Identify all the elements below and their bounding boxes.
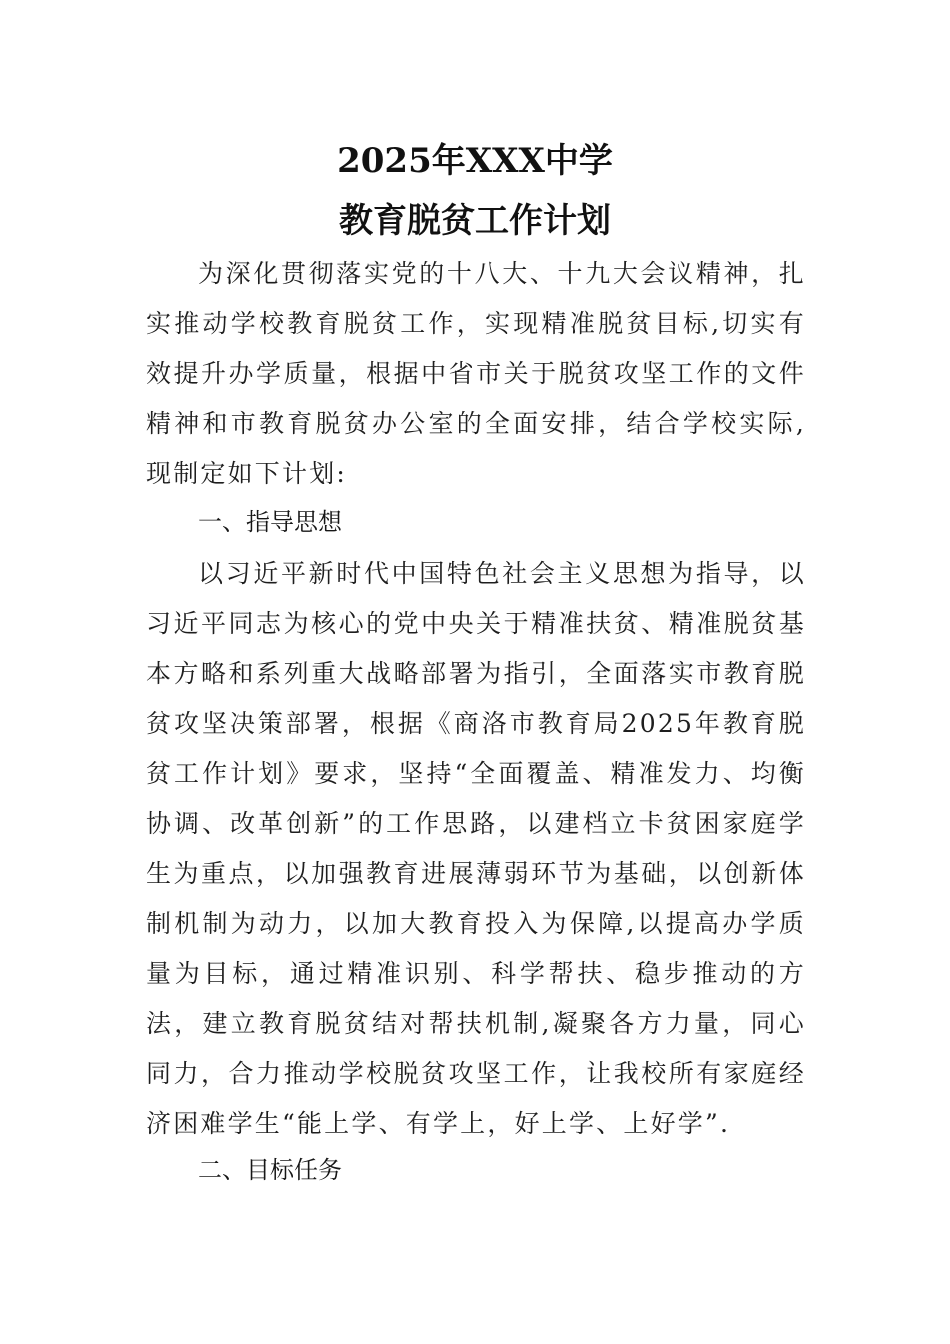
section-heading-goals-tasks: 二、目标任务 xyxy=(198,1156,342,1184)
section-heading-guiding-ideology: 一、指导思想 xyxy=(198,508,342,536)
guiding-ideology-paragraph: 以习近平新时代中国特色社会主义思想为指导，以习近平同志为核心的党中央关于精准扶贫、精准脱贫基本方略和系列重大战略部署为指引，全面落实市教育脱贫攻坚决策部署，根据《商洛市教育局2025年教育脱贫工作计划》要求，坚持“全面覆盖、精准发力、均衡协调、改革创新”的工作思路，以建档立卡贫困家庭学生为重点，以加强教育进展薄弱环节为基础，以创新体制机制为动力，以加大教育投入为保障,以提高办学质量为目标，通过精准识别、科学帮扶、稳步推动的方法，建立教育脱贫结对帮扶机制,凝聚各方力量，同心同力，合力推动学校脱贫攻坚工作，让我校所有家庭经济困难学生“能上学、有学上，好上学、上好学”. xyxy=(146,559,806,1138)
intro-paragraph: 为深化贯彻落实党的十八大、十九大会议精神，扎实推动学校教育脱贫工作，实现精准脱贫目标,切实有效提升办学质量，根据中省市关于脱贫攻坚工作的文件精神和市教育脱贫办公室的全面安排，结合学校实际,现制定如下计划: xyxy=(146,259,806,488)
document-title-line-1: 2025年XXX中学 xyxy=(337,141,613,181)
document-title-line-2: 教育脱贫工作计划 xyxy=(339,201,611,241)
